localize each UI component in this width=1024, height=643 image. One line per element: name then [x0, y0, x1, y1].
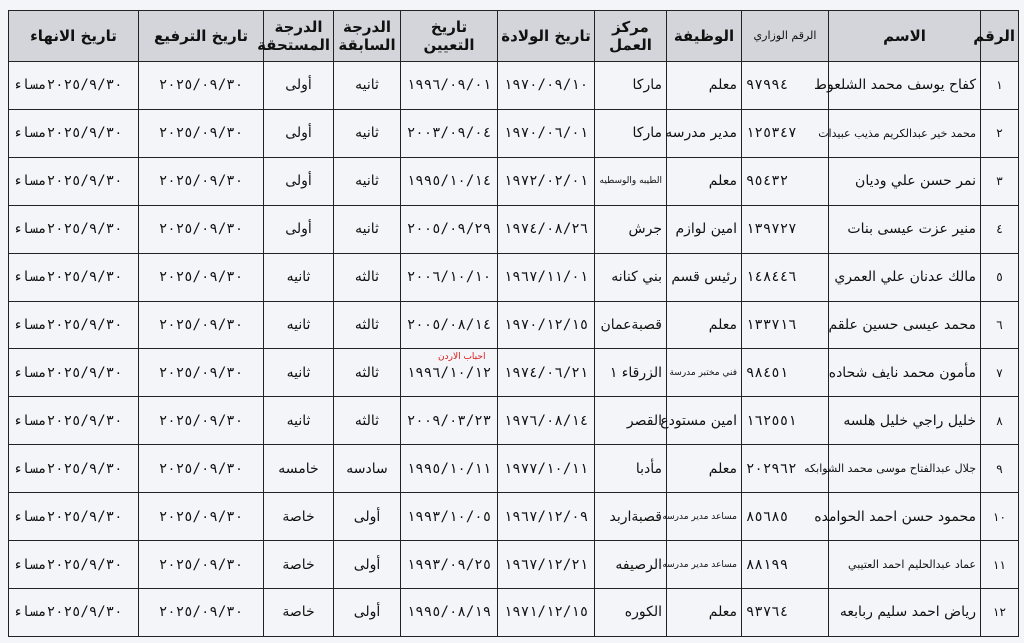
cell-num: ١٢ [981, 588, 1019, 636]
cell-ministry-no: ٩٧٩٩٤ [742, 62, 829, 110]
cell-name: جلال عبدالفتاح موسى محمد الشوابكه [829, 445, 981, 493]
cell-birth: ١٩٧٠/٠٩/١٠ [498, 62, 595, 110]
cell-num: ٥ [981, 253, 1019, 301]
cell-appointment: ١٩٩٥/١٠/١٤ [401, 157, 498, 205]
cell-name: نمر حسن علي وديان [829, 157, 981, 205]
cell-due-grade: ثانيه [264, 397, 334, 445]
cell-name: منير عزت عيسى بنات [829, 205, 981, 253]
cell-job: امين مستودع [667, 397, 742, 445]
cell-birth: ١٩٧٦/٠٨/١٤ [498, 397, 595, 445]
cell-promotion: ٢٠٢٥/٠٩/٣٠ [139, 541, 264, 589]
cell-job: معلم [667, 62, 742, 110]
cell-num: ٩ [981, 445, 1019, 493]
header-job: الوظيفة [667, 11, 742, 62]
cell-due-grade: ثانيه [264, 301, 334, 349]
cell-num: ٦ [981, 301, 1019, 349]
cell-ministry-no: ٨٥٦٨٥ [742, 493, 829, 541]
cell-prev-grade: ثانيه [334, 62, 401, 110]
cell-birth: ١٩٧٠/١٢/١٥ [498, 301, 595, 349]
cell-appointment: ١٩٩٦/١٠/١٢ [401, 349, 498, 397]
cell-job: رئيس قسم [667, 253, 742, 301]
cell-due-grade: خامسه [264, 445, 334, 493]
table-row [9, 541, 1019, 589]
table-body [9, 62, 1019, 637]
cell-workplace: القصر [595, 397, 667, 445]
cell-prev-grade: سادسه [334, 445, 401, 493]
cell-workplace: الكوره [595, 588, 667, 636]
cell-prev-grade: أولى [334, 588, 401, 636]
cell-birth: ١٩٧١/١٢/١٥ [498, 588, 595, 636]
cell-promotion: ٢٠٢٥/٠٩/٣٠ [139, 493, 264, 541]
cell-name: محمد خير عبدالكريم مذيب عبيدات [829, 109, 981, 157]
cell-appointment: ٢٠٠٦/١٠/١٠ [401, 253, 498, 301]
cell-due-grade: أولى [264, 205, 334, 253]
table-row [9, 109, 1019, 157]
cell-name: رياض احمد سليم ربابعه [829, 588, 981, 636]
cell-prev-grade: ثانيه [334, 205, 401, 253]
header-num: الرقم [981, 11, 1019, 62]
cell-promotion: ٢٠٢٥/٠٩/٣٠ [139, 109, 264, 157]
cell-job: معلم [667, 301, 742, 349]
table-row [9, 253, 1019, 301]
cell-promotion: ٢٠٢٥/٠٩/٣٠ [139, 157, 264, 205]
cell-workplace: الزرقاء ١ [595, 349, 667, 397]
table-row [9, 588, 1019, 636]
header-row [9, 11, 1019, 62]
cell-ministry-no: ٩٨٤٥١ [742, 349, 829, 397]
cell-prev-grade: ثانيه [334, 157, 401, 205]
cell-prev-grade: أولى [334, 493, 401, 541]
cell-name: خليل راجي خليل هلسه [829, 397, 981, 445]
cell-job: فني مختبر مدرسة [667, 349, 742, 397]
cell-workplace: مأدبا [595, 445, 667, 493]
cell-job: امين لوازم [667, 205, 742, 253]
cell-prev-grade: ثانيه [334, 109, 401, 157]
table-row [9, 349, 1019, 397]
cell-ministry-no: ١٤٨٤٤٦ [742, 253, 829, 301]
table-header [9, 11, 1019, 62]
table-row [9, 62, 1019, 110]
cell-birth: ١٩٧٢/٠٢/٠١ [498, 157, 595, 205]
cell-name: كفاح يوسف محمد الشلعوط [829, 62, 981, 110]
cell-end: ٢٠٢٥/٩/٣٠مساء [9, 445, 139, 493]
cell-birth: ١٩٦٧/١٢/٢١ [498, 541, 595, 589]
table-row [9, 397, 1019, 445]
cell-end: ٢٠٢٥/٩/٣٠مساء [9, 349, 139, 397]
header-appointment: تاريخ التعيين [401, 11, 498, 62]
cell-job: مساعد مدير مدرسه [667, 541, 742, 589]
cell-name: مأمون محمد نايف شحاده [829, 349, 981, 397]
cell-due-grade: خاصة [264, 541, 334, 589]
cell-workplace: جرش [595, 205, 667, 253]
cell-appointment: ١٩٩٦/٠٩/٠١ [401, 62, 498, 110]
cell-workplace: قصبةعمان [595, 301, 667, 349]
table-row [9, 493, 1019, 541]
cell-ministry-no: ٨٨١٩٩ [742, 541, 829, 589]
cell-ministry-no: ٩٣٧٦٤ [742, 588, 829, 636]
cell-prev-grade: ثالثه [334, 349, 401, 397]
cell-end: ٢٠٢٥/٩/٣٠مساء [9, 301, 139, 349]
cell-appointment: ٢٠٠٥/٠٩/٢٩ [401, 205, 498, 253]
promotions-table [8, 10, 1019, 637]
cell-name: محمد عيسى حسين علقم [829, 301, 981, 349]
cell-workplace: ماركا [595, 109, 667, 157]
cell-appointment: ١٩٩٣/١٠/٠٥ [401, 493, 498, 541]
cell-promotion: ٢٠٢٥/٠٩/٣٠ [139, 62, 264, 110]
cell-prev-grade: أولى [334, 541, 401, 589]
cell-ministry-no: ٢٠٢٩٦٢ [742, 445, 829, 493]
cell-workplace: ماركا [595, 62, 667, 110]
table-row [9, 445, 1019, 493]
cell-num: ١ [981, 62, 1019, 110]
cell-birth: ١٩٧٠/٠٦/٠١ [498, 109, 595, 157]
cell-due-grade: ثانيه [264, 349, 334, 397]
table-row [9, 157, 1019, 205]
header-due-grade: الدرجة المستحقة [264, 11, 334, 62]
cell-job: معلم [667, 157, 742, 205]
cell-num: ١١ [981, 541, 1019, 589]
header-end: تاريخ الانهاء [9, 11, 139, 62]
cell-job: معلم [667, 588, 742, 636]
cell-appointment: ٢٠٠٣/٠٩/٠٤ [401, 109, 498, 157]
cell-end: ٢٠٢٥/٩/٣٠مساء [9, 253, 139, 301]
table-row [9, 205, 1019, 253]
cell-birth: ١٩٦٧/١١/٠١ [498, 253, 595, 301]
cell-end: ٢٠٢٥/٩/٣٠مساء [9, 109, 139, 157]
cell-ministry-no: ٩٥٤٣٢ [742, 157, 829, 205]
cell-end: ٢٠٢٥/٩/٣٠مساء [9, 588, 139, 636]
cell-prev-grade: ثالثه [334, 301, 401, 349]
cell-birth: ١٩٧٤/٠٦/٢١ [498, 349, 595, 397]
cell-end: ٢٠٢٥/٩/٣٠مساء [9, 205, 139, 253]
header-promotion: تاريخ الترفيع [139, 11, 264, 62]
cell-promotion: ٢٠٢٥/٠٩/٣٠ [139, 588, 264, 636]
cell-appointment: ١٩٩٣/٠٩/٢٥ [401, 541, 498, 589]
cell-end: ٢٠٢٥/٩/٣٠مساء [9, 62, 139, 110]
cell-num: ٤ [981, 205, 1019, 253]
cell-ministry-no: ١٣٣٧١٦ [742, 301, 829, 349]
header-name: الاسم [829, 11, 981, 62]
cell-birth: ١٩٧٧/١٠/١١ [498, 445, 595, 493]
cell-promotion: ٢٠٢٥/٠٩/٣٠ [139, 253, 264, 301]
cell-promotion: ٢٠٢٥/٠٩/٣٠ [139, 349, 264, 397]
cell-num: ١٠ [981, 493, 1019, 541]
cell-prev-grade: ثالثه [334, 253, 401, 301]
cell-promotion: ٢٠٢٥/٠٩/٣٠ [139, 397, 264, 445]
cell-job: مساعد مدير مدرسه [667, 493, 742, 541]
header-ministry-no: الرقم الوزاري [742, 11, 829, 62]
cell-end: ٢٠٢٥/٩/٣٠مساء [9, 493, 139, 541]
cell-num: ٨ [981, 397, 1019, 445]
cell-end: ٢٠٢٥/٩/٣٠مساء [9, 397, 139, 445]
watermark-text: احباب الاردن [438, 352, 486, 362]
cell-ministry-no: ١٢٥٣٤٧ [742, 109, 829, 157]
cell-appointment: ١٩٩٥/١٠/١١ [401, 445, 498, 493]
cell-name: مالك عدنان علي العمري [829, 253, 981, 301]
cell-promotion: ٢٠٢٥/٠٩/٣٠ [139, 445, 264, 493]
cell-due-grade: ثانيه [264, 253, 334, 301]
cell-due-grade: أولى [264, 62, 334, 110]
cell-end: ٢٠٢٥/٩/٣٠مساء [9, 541, 139, 589]
header-prev-grade: الدرجة السابقة [334, 11, 401, 62]
cell-due-grade: خاصة [264, 493, 334, 541]
cell-birth: ١٩٧٤/٠٨/٢٦ [498, 205, 595, 253]
cell-birth: ١٩٦٧/١٢/٠٩ [498, 493, 595, 541]
table-row [9, 301, 1019, 349]
cell-job: مدير مدرسه [667, 109, 742, 157]
cell-promotion: ٢٠٢٥/٠٩/٣٠ [139, 301, 264, 349]
cell-appointment: ١٩٩٥/٠٨/١٩ [401, 588, 498, 636]
cell-workplace: الطيبه والوسطيه [595, 157, 667, 205]
cell-job: معلم [667, 445, 742, 493]
cell-workplace: قصبةاربد [595, 493, 667, 541]
cell-due-grade: أولى [264, 157, 334, 205]
cell-name: عماد عبدالحليم احمد العتيبي [829, 541, 981, 589]
cell-appointment: ٢٠٠٥/٠٨/١٤ [401, 301, 498, 349]
header-birth: تاريخ الولادة [498, 11, 595, 62]
header-workplace: مركز العمل [595, 11, 667, 62]
cell-due-grade: خاصة [264, 588, 334, 636]
cell-num: ٣ [981, 157, 1019, 205]
cell-promotion: ٢٠٢٥/٠٩/٣٠ [139, 205, 264, 253]
cell-name: محمود حسن احمد الحوامده [829, 493, 981, 541]
cell-due-grade: أولى [264, 109, 334, 157]
cell-end: ٢٠٢٥/٩/٣٠مساء [9, 157, 139, 205]
cell-ministry-no: ١٣٩٧٢٧ [742, 205, 829, 253]
cell-num: ٧ [981, 349, 1019, 397]
cell-ministry-no: ١٦٢٥٥١ [742, 397, 829, 445]
cell-workplace: بني كنانه [595, 253, 667, 301]
cell-appointment: ٢٠٠٩/٠٣/٢٣ [401, 397, 498, 445]
cell-workplace: الرصيفه [595, 541, 667, 589]
cell-num: ٢ [981, 109, 1019, 157]
cell-prev-grade: ثالثه [334, 397, 401, 445]
